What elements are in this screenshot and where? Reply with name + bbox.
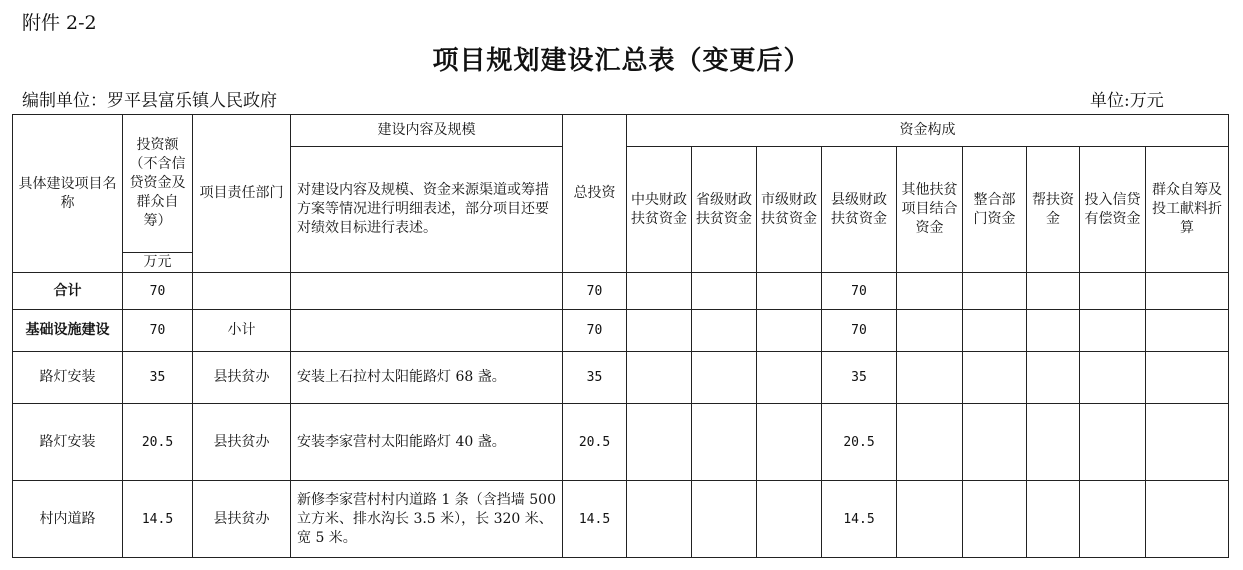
row-county: 70 <box>822 273 897 310</box>
row-investment: 20.5 <box>123 404 193 481</box>
row-investment: 35 <box>123 352 193 404</box>
summary-table <box>12 114 1229 558</box>
table-row <box>13 273 1229 310</box>
row-county: 35 <box>822 352 897 404</box>
row-dept: 县扶贫办 <box>193 404 291 481</box>
row-name: 路灯安装 <box>13 352 123 404</box>
header-integrated: 整合部门资金 <box>963 147 1027 273</box>
header-responsible: 项目责任部门 <box>193 115 291 273</box>
header-central: 中央财政扶贫资金 <box>627 147 692 273</box>
table-row <box>13 310 1229 352</box>
table-row <box>13 481 1229 558</box>
row-name: 村内道路 <box>13 481 123 558</box>
header-county: 县级财政扶贫资金 <box>822 147 897 273</box>
row-investment: 70 <box>123 310 193 352</box>
row-dept: 县扶贫办 <box>193 352 291 404</box>
header-investment: 投资额（不含信贷资金及群众自筹） <box>123 115 193 253</box>
row-name: 路灯安装 <box>13 404 123 481</box>
row-dept <box>193 273 291 310</box>
row-total: 35 <box>563 352 627 404</box>
row-investment: 70 <box>123 273 193 310</box>
row-county: 20.5 <box>822 404 897 481</box>
row-county: 70 <box>822 310 897 352</box>
header-other: 其他扶贫项目结合资金 <box>897 147 963 273</box>
page-title: 项目规划建设汇总表（变更后） <box>432 46 811 76</box>
header-project-name: 具体建设项目名称 <box>13 115 123 273</box>
header-provincial: 省级财政扶贫资金 <box>692 147 757 273</box>
row-desc: 安装上石拉村太阳能路灯 68 盏。 <box>291 352 563 404</box>
attachment-label: 附件 2-2 <box>22 12 97 34</box>
compiler-label: 编制单位：罗平县富乐镇人民政府 <box>22 91 277 111</box>
row-dept: 小计 <box>193 310 291 352</box>
header-aid: 帮扶资金 <box>1027 147 1080 273</box>
row-total: 14.5 <box>563 481 627 558</box>
row-name: 合计 <box>13 273 123 310</box>
header-total: 总投资 <box>563 115 627 273</box>
row-investment: 14.5 <box>123 481 193 558</box>
row-name: 基础设施建设 <box>13 310 123 352</box>
row-desc <box>291 310 563 352</box>
row-county: 14.5 <box>822 481 897 558</box>
row-desc: 新修李家营村村内道路 1 条（含挡墙 500 立方米、排水沟长 3.5 米），长 320 米、宽 5 米。 <box>291 481 563 558</box>
header-masses: 群众自筹及投工献料折算 <box>1146 147 1229 273</box>
header-city: 市级财政扶贫资金 <box>757 147 822 273</box>
table-row <box>13 352 1229 404</box>
header-content-group: 建设内容及规模 <box>291 115 563 147</box>
unit-label: 单位:万元 <box>1090 91 1164 111</box>
table-row <box>13 404 1229 481</box>
row-desc: 安装李家营村太阳能路灯 40 盏。 <box>291 404 563 481</box>
header-content-desc: 对建设内容及规模、资金来源渠道或筹措方案等情况进行明细表述，部分项目还要对绩效目标进行表述。 <box>291 147 563 273</box>
row-desc <box>291 273 563 310</box>
row-total: 70 <box>563 273 627 310</box>
header-funds-group: 资金构成 <box>627 115 1229 147</box>
header-credit: 投入信贷有偿资金 <box>1080 147 1146 273</box>
row-total: 20.5 <box>563 404 627 481</box>
row-total: 70 <box>563 310 627 352</box>
header-investment-unit: 万元 <box>123 253 193 273</box>
row-dept: 县扶贫办 <box>193 481 291 558</box>
